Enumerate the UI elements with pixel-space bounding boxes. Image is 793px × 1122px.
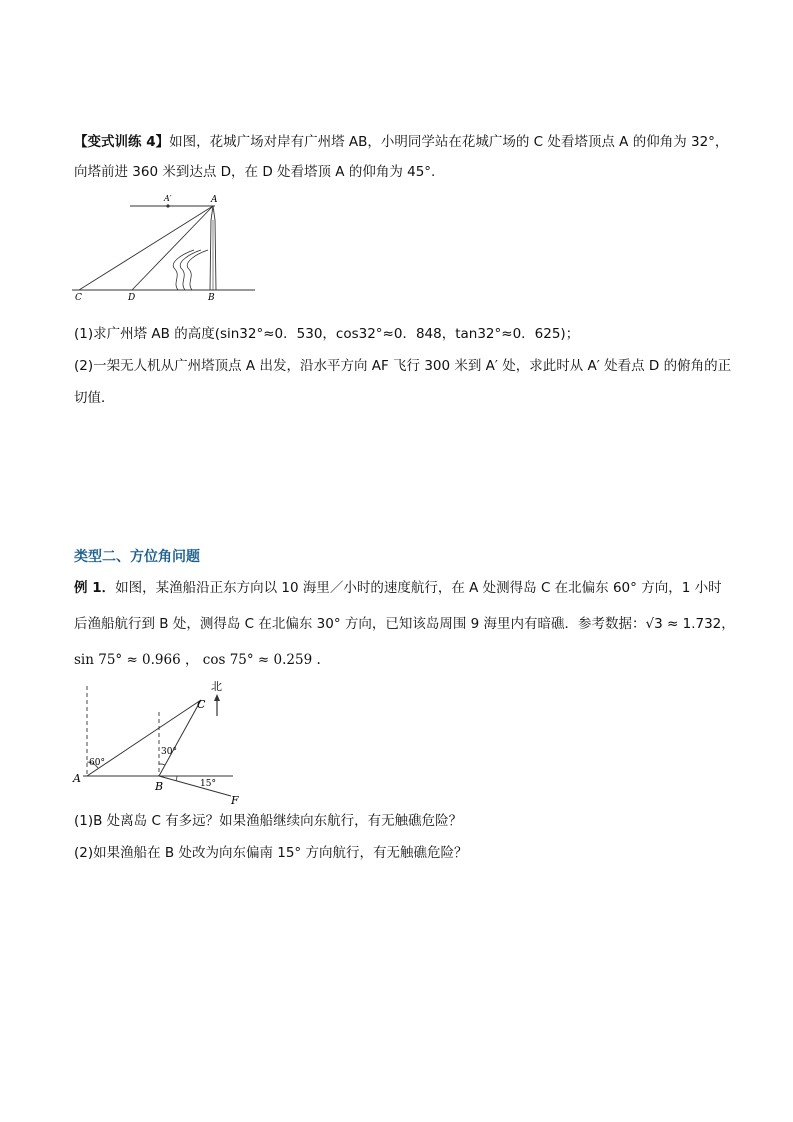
- example1-line1: [74, 578, 722, 598]
- label-A: A: [73, 772, 81, 785]
- angle-15-label: 15°: [200, 779, 216, 789]
- river-wave-1: [173, 250, 194, 290]
- exercise4-text1: 如图，花城广场对岸有广州塔 AB，小明同学站在花城广场的 C 处看塔顶点 A 的仰角为 32°，: [169, 134, 729, 150]
- example1-q2: (2)如果渔船在 B 处改为向东偏南 15° 方向航行，有无触礁危险？: [74, 845, 468, 861]
- label-A-prime: A′: [164, 194, 172, 203]
- label-D: D: [128, 293, 136, 303]
- exercise4-q1: (1)求广州塔 AB 的高度(sin32°≈0．530，cos32°≈0．848，tan32°≈0．625)；: [74, 326, 580, 342]
- exercise4-q2-line2: 切值．: [74, 390, 115, 406]
- angle-60-label: 60°: [89, 758, 105, 768]
- example1-label: 例 1．: [74, 580, 116, 596]
- exercise4-line2: 向塔前进 360 米到达点 D，在 D 处看塔顶 A 的仰角为 45°.: [74, 164, 436, 180]
- river-wave-3: [187, 250, 208, 290]
- example1-text1: 如图，某渔船沿正东方向以 10 海里／小时的速度航行，在 A 处测得岛 C 在北偏东 60° 方向，1 小时: [115, 580, 722, 596]
- example1-q1: (1)B 处离岛 C 有多远？如果渔船继续向东航行，有无触礁危险？: [74, 813, 463, 829]
- arc-15: [176, 776, 177, 781]
- label-A: A: [211, 195, 218, 205]
- exercise4-label: 【变式训练 4】: [74, 134, 170, 150]
- tower-figure: [60, 190, 270, 305]
- label-C: C: [75, 293, 82, 303]
- north-label: 北: [211, 680, 222, 693]
- example1-line3: sin 75° ≈ 0.966 ， cos 75° ≈ 0.259 .: [74, 652, 321, 668]
- angle-30-label: 30°: [161, 747, 177, 757]
- sight-line-DA: [132, 206, 213, 290]
- arc-30: [159, 764, 165, 765]
- sight-line-CA: [79, 206, 213, 290]
- point-A-prime: [166, 204, 169, 207]
- example1-line2: 后渔船航行到 B 处，测得岛 C 在北偏东 30° 方向，已知该岛周围 9 海里内有暗礁．参考数据：√3 ≈ 1.732，: [74, 616, 735, 632]
- label-F: F: [231, 794, 239, 807]
- exercise4-q2-line1: (2)一架无人机从广州塔顶点 A 出发，沿水平方向 AF 飞行 300 米到 A′ 处，求此时从 A′ 处看点 D 的俯角的正: [74, 358, 732, 374]
- label-C: C: [197, 698, 206, 711]
- line-BF: [159, 776, 231, 796]
- label-B: B: [208, 293, 215, 303]
- label-B: B: [155, 780, 164, 793]
- exercise4-line1: [74, 132, 728, 152]
- line-BC: [159, 700, 201, 776]
- river-wave-2: [180, 250, 201, 290]
- bearing-figure: [65, 676, 250, 808]
- section-heading: 类型二、方位角问题: [74, 549, 200, 565]
